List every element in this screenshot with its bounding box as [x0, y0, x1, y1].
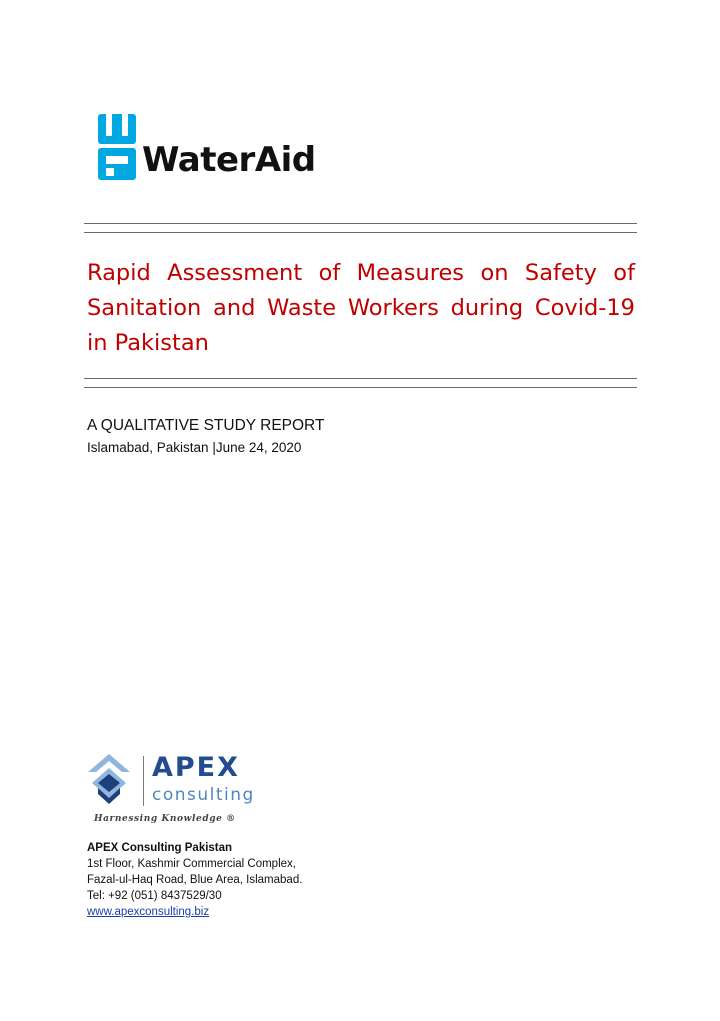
apex-name: APEX [152, 752, 240, 783]
publisher-website-link[interactable]: www.apexconsulting.biz [87, 906, 210, 918]
apex-diamond-icon [86, 752, 132, 808]
report-type: A QUALITATIVE STUDY REPORT [87, 417, 325, 434]
publisher-name: APEX Consulting Pakistan [87, 842, 233, 854]
top-rule-2 [84, 232, 637, 233]
apex-tagline: Harnessing Knowledge ® [94, 814, 236, 824]
publisher-address-line1: 1st Floor, Kashmir Commercial Complex, [87, 858, 296, 870]
publisher-address-line2: Fazal-ul-Haq Road, Blue Area, Islamabad. [87, 874, 303, 886]
publisher-phone: Tel: +92 (051) 8437529/30 [87, 890, 222, 902]
place-date: Islamabad, Pakistan |June 24, 2020 [87, 440, 302, 455]
wateraid-logo [98, 112, 360, 184]
report-title: Rapid Assessment of Measures on Safety of Sanitation and Waste Workers during Covid-19 in Pakistan [87, 260, 635, 356]
bottom-rule-1 [84, 378, 637, 379]
apex-logo [86, 752, 286, 830]
top-rule-1 [84, 223, 637, 224]
wateraid-wordmark: WaterAid [142, 140, 316, 180]
apex-divider [143, 756, 144, 806]
apex-subname: consulting [152, 785, 255, 805]
wateraid-drop-mark-icon [98, 114, 136, 180]
bottom-rule-2 [84, 387, 637, 388]
